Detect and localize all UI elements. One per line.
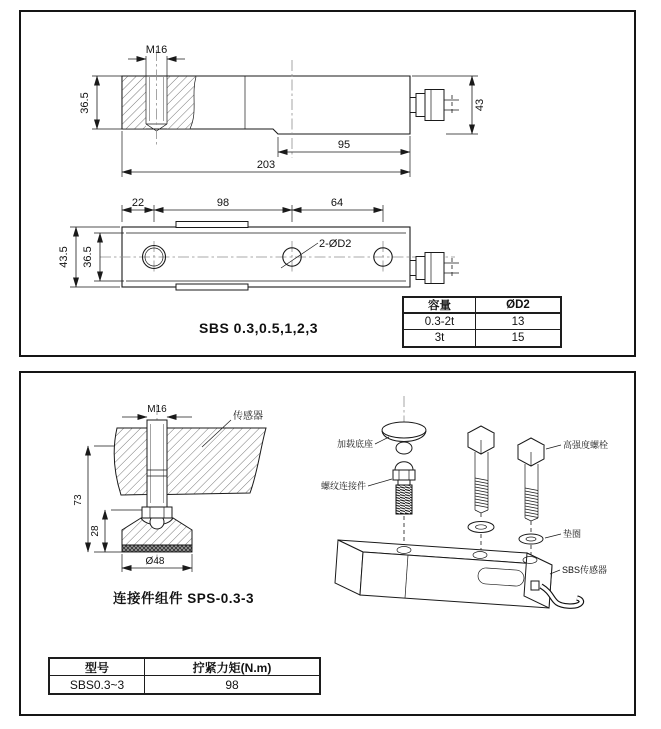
torque-cell-model: SBS0.3~3 [50,676,145,693]
cover-plate-top [176,222,248,228]
bolt-callout [546,439,608,450]
rubber-pad [122,545,192,552]
model-series-label: SBS 0.3,0.5,1,2,3 [199,320,319,336]
drawing-panel-dimensions [19,10,636,357]
washer-right [519,534,543,544]
capacity-table [402,296,562,348]
threaded-connector-label: 螺纹连接件 [320,481,366,491]
washer-callout [545,528,581,539]
dim-m16-label: M16 [145,44,168,56]
washer-label: 垫圈 [563,529,582,539]
torque-table-header-model: 型号 [50,659,145,676]
sensor-callout-label: 传感器 [233,411,263,422]
capacity-table-header-d2: ØD2 [476,298,560,314]
dim-203-label: 203 [256,159,276,171]
dim-43-5-label: 43.5 [58,246,70,268]
bolt-middle [468,426,494,513]
capacity-table-header-capacity: 容量 [404,298,476,314]
capacity-cell: 3t [404,330,476,346]
threaded-connector-callout [321,479,392,491]
washer-middle [468,522,494,533]
dim-row-top [122,197,383,222]
dim-28-label: 28 [90,525,101,537]
torque-table [48,657,321,695]
loading-base [382,422,426,454]
cable-gland-side [410,90,459,121]
dim-203 [122,131,410,177]
loading-base-label: 加载底座 [336,439,373,449]
dim-36-5 [79,76,122,129]
dim-m16-mount-label: M16 [147,404,167,415]
capacity-cell: 13 [476,314,560,330]
sensor-section-right [167,428,266,495]
holes-callout-label: 2-ØD2 [319,238,352,250]
dim-95-label: 95 [337,139,351,151]
dim-36-5-label: 36.5 [79,92,91,114]
torque-cell-value: 98 [225,677,239,692]
cover-plate-bottom [176,284,248,290]
holes-callout [281,238,351,268]
mount-section-view [73,404,266,572]
stud-nut [142,507,172,518]
hatch-left [123,77,146,129]
exploded-view [321,396,608,608]
bolt-label: 高强度螺栓 [563,440,609,450]
side-view [79,44,486,177]
dim-95 [278,137,410,157]
dim-22-label: 22 [131,197,145,209]
bolt-right [518,438,544,521]
dim-m16-mount [122,404,192,417]
dim-64-label: 64 [330,197,344,209]
iso-cable-gland [531,581,539,590]
top-view [58,197,459,290]
dim-43-label: 43 [474,98,486,112]
dim-73-label: 73 [73,494,84,506]
dim-d48 [122,554,192,572]
dim-d48-label: Ø48 [145,556,165,567]
threaded-stud [147,420,167,507]
loading-base-callout [337,437,389,449]
assembly-kit-label: 连接件组件 SPS-0.3-3 [113,591,255,606]
threaded-connector [393,462,415,514]
sensor-section-left [114,428,147,495]
dim-98-label: 98 [216,197,230,209]
dim-36-5-top-label: 36.5 [82,246,94,268]
capacity-cell: 15 [511,332,525,344]
loadcell-iso [335,540,581,608]
sbs-sensor-callout [550,564,607,575]
drawing-panel-mounting [19,371,636,716]
sbs-sensor-label: SBS传感器 [562,565,608,575]
torque-table-header-torque: 拧紧力矩(N.m) [145,659,319,676]
hatch-right [167,77,196,129]
capacity-cell: 0.3-2t [404,314,476,330]
